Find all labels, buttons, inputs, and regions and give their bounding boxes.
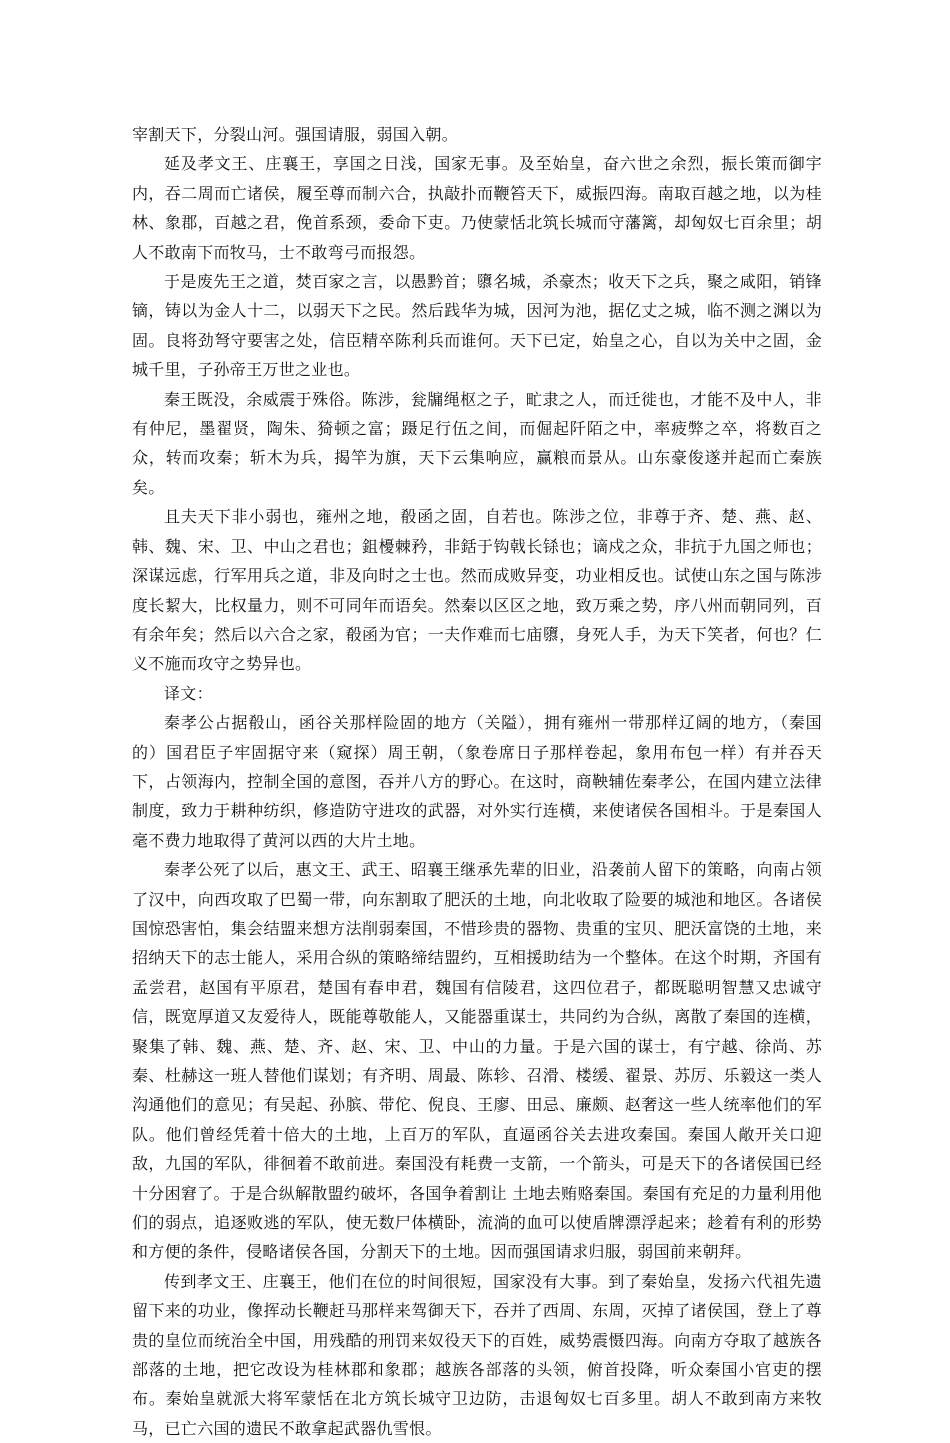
document-body bbox=[132, 120, 822, 1443]
paragraph-original-5: 且夫天下非小弱也，雍州之地，殽函之固，自若也。陈涉之位，非尊于齐、楚、燕、赵、韩、魏、宋、卫、中山之君也；鉏櫌棘矜，非銛于钩戟长铩也；谪戍之众，非抗于九国之师也；深谋远虑，行军用兵之道，非及向时之士也。然而成败异变，功业相反也。试使山东之国与陈涉度长絜大，比权量力，则不可同年而语矣。然秦以区区之地，致万乘之势，序八州而朝同列，百有余年矣；然后以六合之家，殽函为官；一夫作难而七庙隳，身死人手，为天下笑者，何也？仁义不施而攻守之势异也。 bbox=[132, 507, 822, 674]
paragraph-continued: 宰割天下，分裂山河。强国请服，弱国入朝。 bbox=[132, 125, 459, 144]
paragraph-translation-2: 秦孝公死了以后，惠文王、武王、昭襄王继承先辈的旧业，沿袭前人留下的策略，向南占领了汉中，向西攻取了巴蜀一带，向东割取了肥沃的土地，向北收取了险要的城池和地区。各诸侯国惊恐害怕，集会结盟来想方法削弱秦国，不惜珍贵的器物、贵重的宝贝、肥沃富饶的土地，来招纳天下的志士能人，采用合纵的策略缔结盟约，互相援助结为一个整体。在这个时期，齐国有孟尝君，赵国有平原君，楚国有春申君，魏国有信陵君，这四位君子，都既聪明智慧又忠诚守信，既宽厚道又友爱待人，既能尊敬能人，又能器重谋士，共同约为合纵，离散了秦国的连横，聚集了韩、魏、燕、楚、齐、赵、宋、卫、中山的力量。于是六国的谋士，有宁越、徐尚、苏秦、杜赫这一班人替他们谋划；有齐明、周最、陈轸、召滑、楼缓、翟景、苏厉、乐毅这一类人沟通他们的意见；有吴起、孙膑、带佗、倪良、王廖、田忌、廉颇、赵奢这一些人统率他们的军队。他们曾经凭着十倍大的土地，上百万的军队，直逼函谷关去进攻秦国。秦国人敞开关口迎敌，九国的军队，徘徊着不敢前进。秦国没有耗费一支箭，一个箭头，可是天下的各诸侯国已经十分困窘了。于是合纵解散盟约破坏，各国争着割让 土地去贿赂秦国。秦国有充足的力量利用他们的弱点，追逐败逃的军队，使无数尸体横卧，流淌的血可以使盾牌漂浮起来；趁着有利的形势和方便的条件，侵略诸侯各国，分割天下的土地。因而强国请求归服，弱国前来朝拜。 bbox=[132, 860, 822, 1262]
translation-heading: 译文： bbox=[164, 683, 213, 703]
paragraph-original-4: 秦王既没，余威震于殊俗。陈涉，瓮牖绳枢之子，甿隶之人，而迁徙也，才能不及中人，非有仲尼，墨翟贤，陶朱、猗顿之富；蹑足行伍之间，而倔起阡陌之中，率疲弊之卒，将数百之众，转而攻秦；斩木为兵，揭竿为旗，天下云集响应，赢粮而景从。山东豪俊遂并起而亡秦族矣。 bbox=[132, 389, 822, 497]
paragraph-translation-1: 秦孝公占据殽山，函谷关那样险固的地方（关隘），拥有雍州一带那样辽阔的地方，（秦国的）国君臣子牢固据守来（窥探）周王朝，（象卷席日子那样卷起，象用布包一样）有并吞天下，占领海内，控制全国的意图，吞并八方的野心。在这时，商鞅辅佐秦孝公，在国内建立法律制度，致力于耕种纺织，修造防守进攻的武器，对外实行连横，来使诸侯各国相斗。于是秦国人毫不费力地取得了黄河以西的大片土地。 bbox=[132, 713, 822, 850]
paragraph-original-3: 于是废先王之道，焚百家之言，以愚黔首；隳名城，杀豪杰；收天下之兵，聚之咸阳，销锋镝，铸以为金人十二，以弱天下之民。然后践华为城，因河为池，据亿丈之城，临不测之渊以为固。良将劲弩守要害之处，信臣精卒陈利兵而谁何。天下已定，始皇之心，自以为关中之固，金城千里，子孙帝王万世之业也。 bbox=[132, 272, 822, 380]
paragraph-original-2: 延及孝文王、庄襄王，享国之日浅，国家无事。及至始皇，奋六世之余烈，振长策而御宇内，吞二周而亡诸侯，履至尊而制六合，执敲扑而鞭笞天下，威振四海。南取百越之地，以为桂林、象郡，百越之君，俛首系颈，委命下吏。乃使蒙恬北筑长城而守藩篱，却匈奴七百余里；胡人不敢南下而牧马，士不敢弯弓而报怨。 bbox=[132, 154, 822, 262]
paragraph-translation-3: 传到孝文王、庄襄王，他们在位的时间很短，国家没有大事。到了秦始皇，发扬六代祖先遗留下来的功业，像挥动长鞭赶马那样来驾御天下，吞并了西周、东周，灭掉了诸侯国，登上了尊贵的皇位而统治全中国，用残酷的刑罚来奴役天下的百姓，威势震慑四海。向南方夺取了越族各部落的土地，把它改设为桂林郡和象郡；越族各部落的头领，俯首投降，听众秦国小官吏的摆布。秦始皇就派大将军蒙恬在北方筑长城守卫边防，击退匈奴七百多里。胡人不敢到南方来牧马，已亡六国的遗民不敢拿起武器仇雪恨。 bbox=[132, 1271, 822, 1438]
